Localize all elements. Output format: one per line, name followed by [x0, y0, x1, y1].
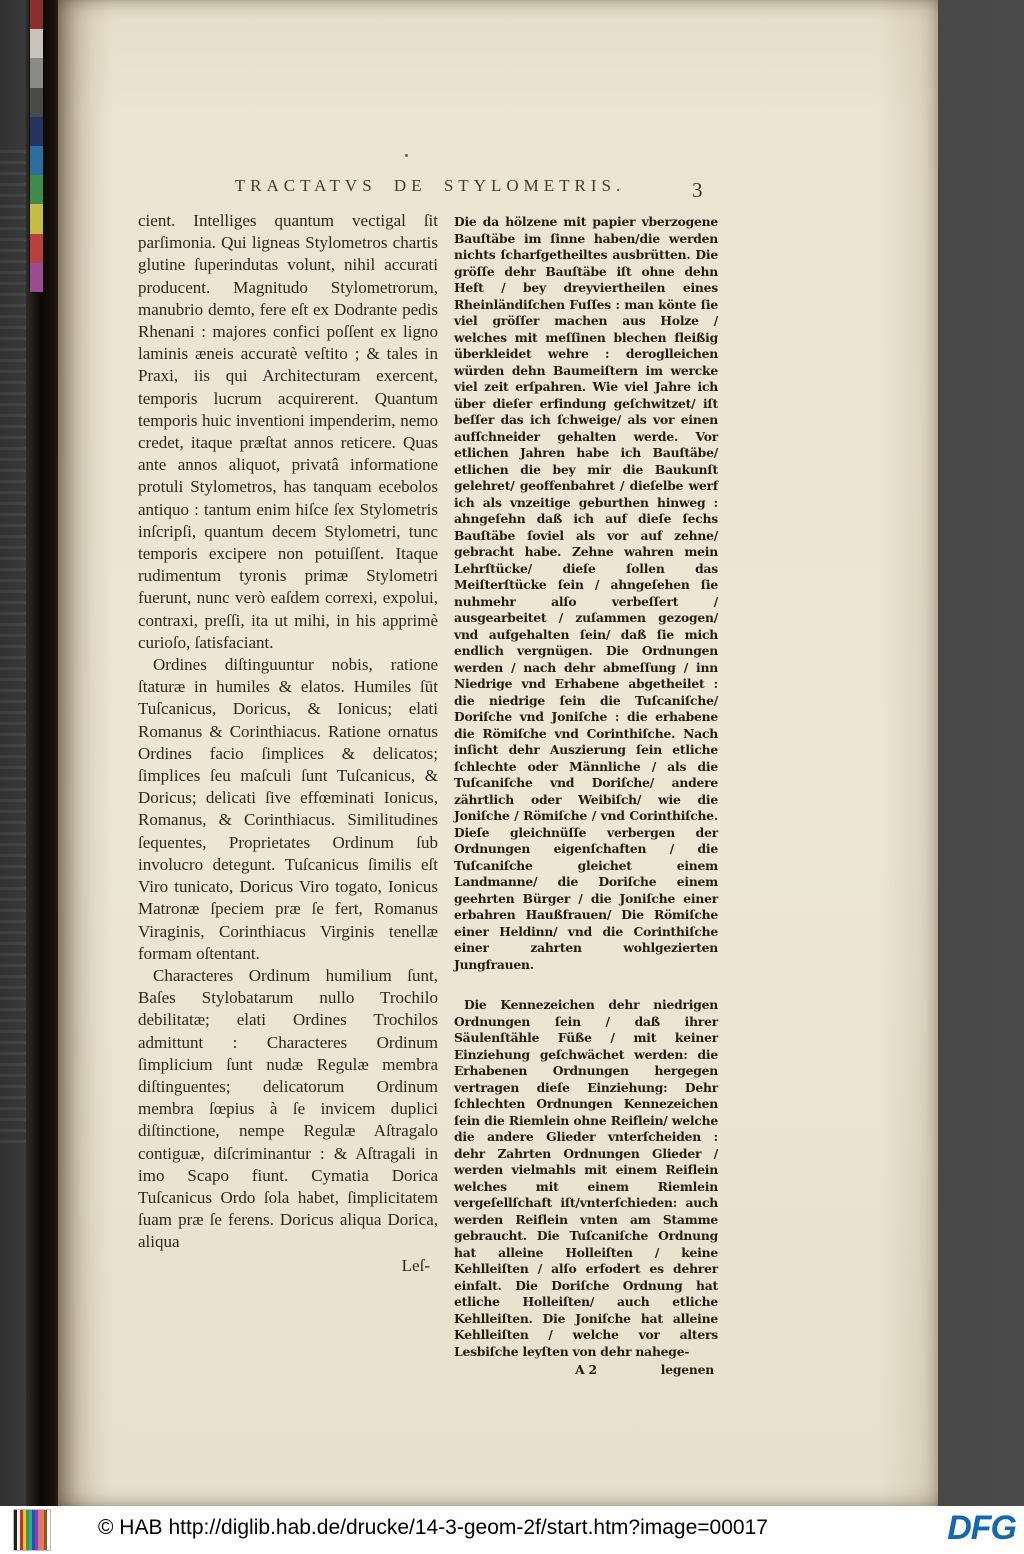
german-paragraph: Die da hölzene mit papier vberzogene Bauſtäbe im ſinne haben/die werden nichts ſcharfgetheiltes ausbrütten. Die gröſſe dehr Bauſtäbe iſt ohne dehn Heft / bey dreyviertheilen eines Rheinländiſchen Fuſſes : man könte ſie viel gröſſer machen aus Holze / welches mit meſſinen blechen fleißig überkleidet wehre : deroglleichen würden dehn Baumeiſtern im wercke viel zeit erſpahren. Wie viel Jahre ich über dieſer erfindung geſchwitzet/ iſt beſſer das ich ſchweige/ als vor einen aufſchneider gehalten werde. Vor etlichen Jahren habe ich Bauſtäbe/ etlichen die bey mir die Baukunſt gelehret/ geoffenbahret / dieſelbe werf ich als vnzeitige geburthen hinweg : ahngeſehn daß ich auf dieſe ſechs Bauſtäbe ſoviel als vor auf zehne/ gebracht habe. Zehne wahren mein Lehrſtücke/ dieſe ſollen das Meiſterſtücke ſein / ahngeſehen ſie nuhmehr alſo verbeſſert / ausgearbeitet / zuſammen gezogen/ vnd aufgehalten ſein/ daß ſie mich endlich vergnügen. Die Ordnungen werden / nach dehr abmeſſung / inn Niedrige vnd Erhabene abgetheilet : die niedrige ſein die Tuſcaniſche/ Doriſche vnd Joniſche : die erhabene die Römiſche vnd Corinthiſche. Nach inſicht dehr Auszierung ſein etliche ſchlechte oder Männliche / als die Tuſcaniſche vnd Doriſche/ andere zährtlich oder Weibiſch/ wie die Joniſche / Römiſche / vnd Corinthiſche. Dieſe gleichnüſſe verbergen der Ordnungen eigenſchaften / die Tuſcaniſche gleichet einem Landmanne/ die Doriſche einem geehrten Bürger / die Joniſche einer erbahren Haußfrauen/ Die Römiſche einer Heldinn/ vnd die Corinthiſche einer zahrten wohlgezierten Jungfrauen.: [454, 214, 718, 972]
ink-speck: [405, 154, 408, 157]
book-page: [58, 0, 938, 1506]
page-title: TRACTATVS DE STYLOMETRIS.: [234, 176, 626, 195]
signature-line: [454, 1362, 718, 1380]
gathering-signature: A 2: [575, 1362, 597, 1377]
color-calibration-strip-top: [30, 0, 43, 292]
source-url[interactable]: http://diglib.hab.de/drucke/14-3-geom-2f/start.htm?image=00017: [168, 1516, 768, 1539]
german-catchword: legenen: [660, 1362, 714, 1377]
opposite-page-bleedthrough: [0, 150, 26, 1150]
latin-paragraph: Ordines diſtinguuntur nobis, ratione ſtaturæ in humiles & elatos. Humiles ſūt Tuſcanicus, Doricus, & Ionicus; elati Romanus & Corinthiacus. Ratione ornatus Ordines facio ſimplices & delicatos; ſimplices ſeu maſculi ſunt Tuſcanicus, & Doricus; delicati ſive effœminati Ionicus, Romanus, & Corinthiacus. Similitudines ſequentes, Proprietates Ordinum ſub involucro detegunt. Tuſcanicus ſimilis eſt Viro tunicato, Doricus Viro togato, Ionicus Matronæ ſpeciem præ ſe fert, Romanus Viraginis, Corinthiacus Virginis tenellæ formam oſtentant.: [138, 655, 438, 963]
attribution: [98, 1516, 768, 1540]
german-column: [454, 214, 718, 1380]
german-paragraph: Die Kennezeichen dehr niedrigen Ordnungen ſein / daß ihrer Säulenſtähle Füße / mit keiner Einziehung geſchwächet werden: die Erhabenen Ordnungen hergegen vertragen dieſe Einziehung: Dehr ſchlechten Ordnungen Kennezeichen ſein die Riemlein ohne Reiflein/ welche die andere Glieder vnterſcheiden : dehr Zahrten Ordnungen Glieder / werden vielmahls mit einem Reiflein welches mit einem Riemlein vergeſellſchaft iſt/vnterſchieden: auch werden Reiflein vnten am Stamme gebraucht. Die Tuſcaniſche Ordnung hat alleine Holleiſten / keine Kehlleiſten / alſo erfodert es dehrer einfalt. Die Doriſche Ordnung hat etliche Holleiſten/ auch etliche Kehlleiſten. Die Joniſche hat alleine Kehlleiſten / welche vor alters Lesbiſche leyſten von dehr nahege-: [454, 997, 718, 1359]
running-head: [58, 176, 802, 196]
page-number: 3: [692, 178, 703, 202]
latin-column: [138, 210, 438, 1277]
dfg-logo: DFG: [947, 1509, 1016, 1547]
latin-paragraph: Characteres Ordinum humilium ſunt, Baſes Stylobatarum nullo Trochilo debilitatæ; elati Ordines Trochilos admittunt : Characteres Ordinum ſimplicium ſunt nudæ Regulæ membra diſtinguentes; delicatorum Ordinum membra ſœpius à ſe invicem duplici diſtinctione, nempe Regulæ Aſtragalo contiguæ, diſcriminantur : & Aſtragali in imo Scapo fiunt. Cymatia Dorica Tuſcanicus Ordo ſola habet, ſimplicitatem ſuam præ ſe ferens. Doricus aliqua Dorica, aliqua: [138, 965, 438, 1252]
latin-catchword: Leſ-: [401, 1255, 430, 1275]
color-calibration-strip-bottom: [14, 1510, 50, 1550]
copyright-label: © HAB: [98, 1516, 163, 1539]
footer-bar: [0, 1506, 1024, 1554]
latin-paragraph: cient. Intelliges quantum vectigal ſit parſimonia. Qui ligneas Stylometros chartis glutine ſuperindutas volunt, nihil accurati producent. Magnitudo Stylometrorum, manubrio demto, fere eſt ex Dodrante pedis Rhenani : majores confici poſſent ex ligno laminis æneis accuratè veſtito ; & tales in Praxi, iis qui Architecturam exercent, temporis lucrum acquirerent. Quantum temporis huic inventioni impenderim, nemo credet, itaque præſtat annos reticere. Quas ante annos aliquot, privatâ informatione protuli Stylometros, has tanquam ecebolos antiquo : tantum enim hiſce ſex Stylometris inſcripſi, quantum decem Stylometri, tunc temporis excipere non potuiſſent. Itaque rudimentum tyronis primæ Stylometri fuerunt, nunc verò eaſdem correxi, expolui, contraxi, preſſi, ita ut mihi, in his apprimè curioſo, ſatisfaciant.: [138, 211, 438, 652]
